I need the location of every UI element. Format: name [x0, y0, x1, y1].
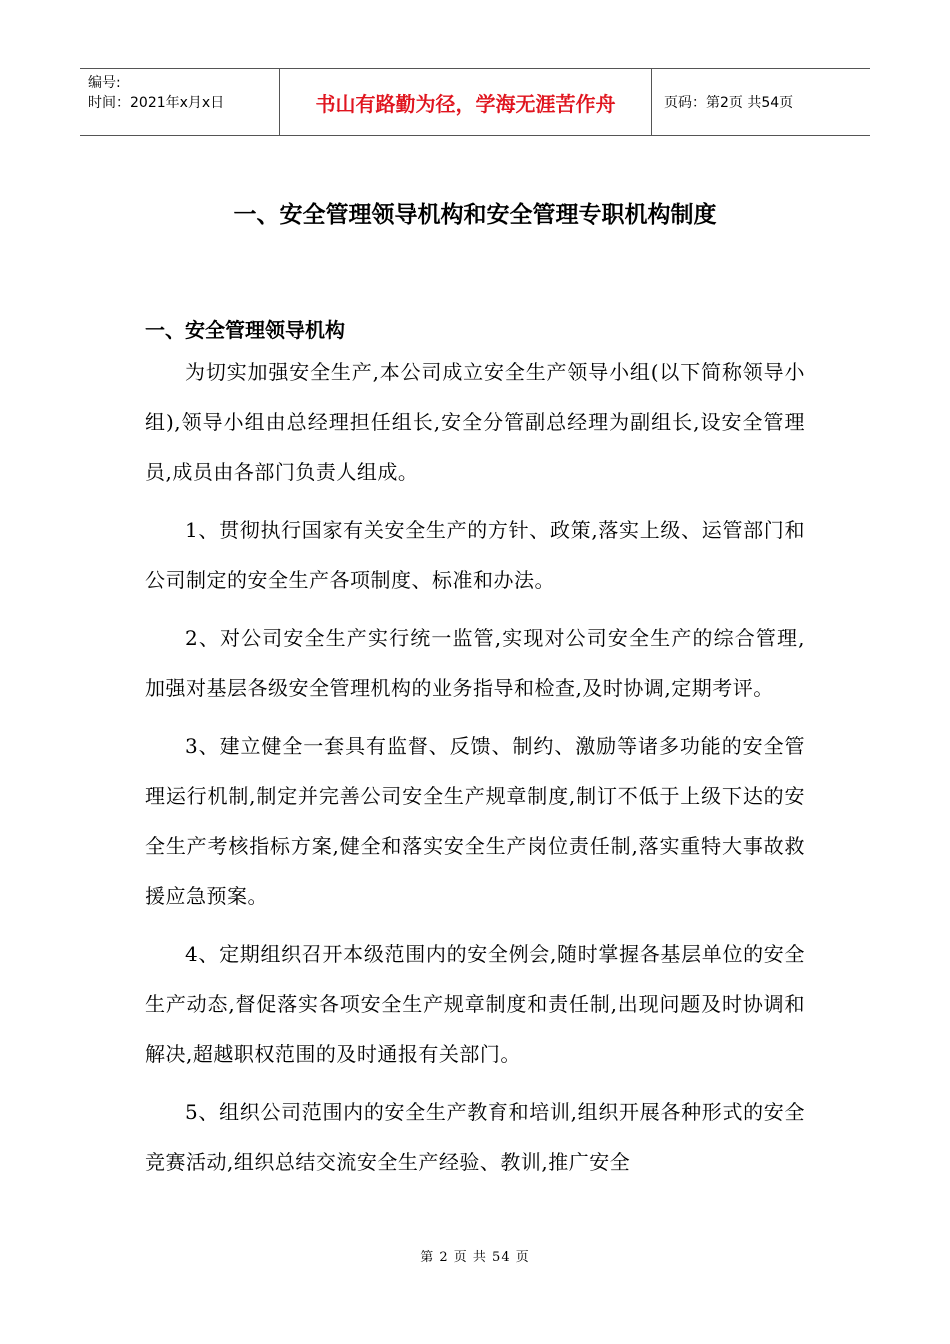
number-label: 编号:: [88, 75, 121, 91]
header-page-label: 页码：第2页 共54页: [664, 95, 794, 111]
document-title: 一、安全管理领导机构和安全管理专职机构制度: [233, 202, 717, 228]
header-motto: 书山有路勤为径，学海无涯苦作舟: [280, 69, 652, 135]
document-body: [145, 313, 805, 1187]
paragraph-item-2: 2、对公司安全生产实行统一监管,实现对公司安全生产的综合管理,加强对基层各级安全管理机构的业务指导和检查,及时协调,定期考评。: [145, 626, 805, 700]
section-heading: 一、安全管理领导机构: [145, 318, 345, 342]
header-meta: [80, 69, 280, 135]
page-footer: 第 2 页 共 54 页: [420, 1250, 530, 1265]
paragraph-item-1: 1、贯彻执行国家有关安全生产的方针、政策,落实上级、运管部门和公司制定的安全生产各项制度、标准和办法。: [145, 518, 805, 592]
paragraph-item-5: 5、组织公司范围内的安全生产教育和培训,组织开展各种形式的安全竞赛活动,组织总结交流安全生产经验、教训,推广安全: [145, 1100, 805, 1174]
page-header: [80, 68, 870, 136]
time-label: 时间：2021年x月x日: [88, 95, 225, 111]
paragraph-item-4: 4、定期组织召开本级范围内的安全例会,随时掌握各基层单位的安全生产动态,督促落实各项安全生产规章制度和责任制,出现问题及时协调和解决,超越职权范围的及时通报有关部门。: [145, 942, 805, 1066]
paragraph-intro: 为切实加强安全生产,本公司成立安全生产领导小组(以下简称领导小组),领导小组由总经理担任组长,安全分管副总经理为副组长,设安全管理员,成员由各部门负责人组成。: [145, 360, 805, 484]
paragraph-item-3: 3、建立健全一套具有监督、反馈、制约、激励等诸多功能的安全管理运行机制,制定并完善公司安全生产规章制度,制订不低于上级下达的安全生产考核指标方案,健全和落实安全生产岗位责任制,落实重特大事故救援应急预案。: [145, 734, 805, 908]
